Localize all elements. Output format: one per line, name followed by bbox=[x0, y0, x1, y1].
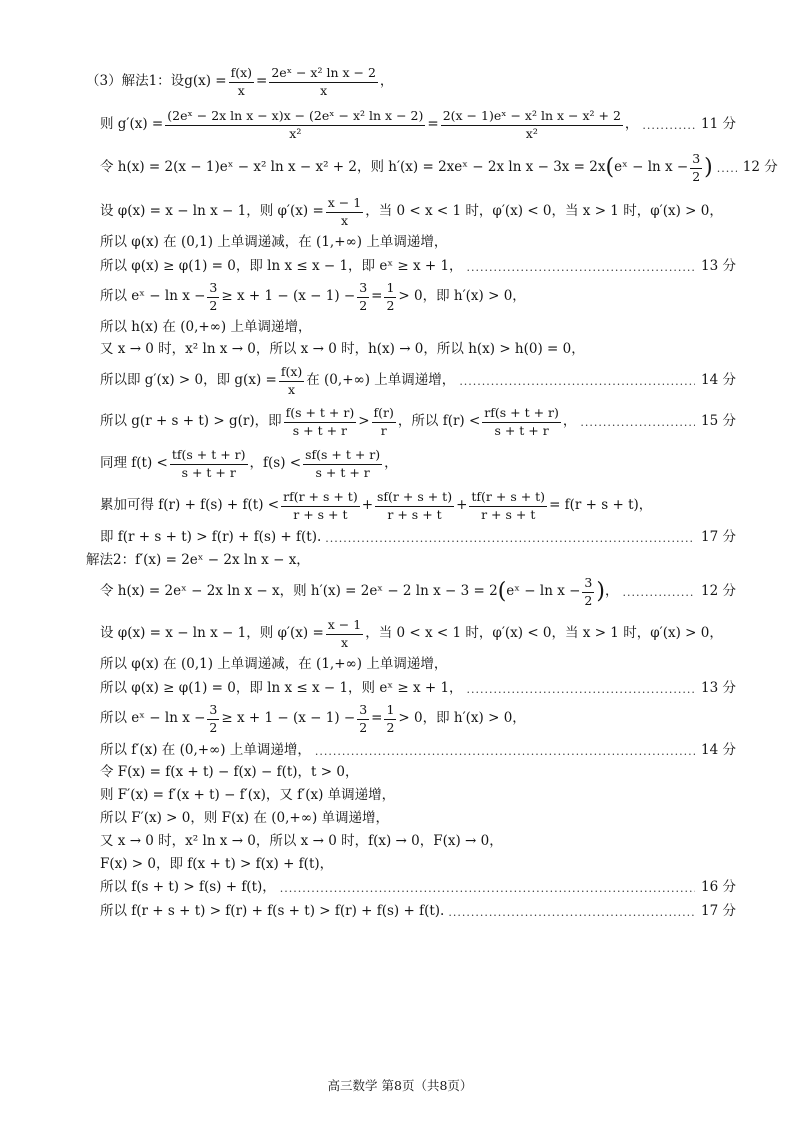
fraction: $\frac{f(s + t + r)}{s + t + r}$ bbox=[285, 405, 355, 438]
equation-text: > 0，即 h′(x) > 0， bbox=[398, 710, 526, 727]
line-text: 设 φ(x) = x − ln x − 1，则 φ′(x) = bbox=[100, 203, 324, 220]
equation-text: eˣ − ln x − bbox=[506, 583, 581, 600]
equation-text: > 0，即 h′(x) > 0， bbox=[398, 288, 526, 305]
dotted-leader bbox=[467, 684, 695, 695]
line-text: 令 h(x) = 2eˣ − 2x ln x − x，则 h′(x) = 2eˣ − 2 ln x − 3 = 2 bbox=[100, 583, 498, 600]
solution-line-l11 bbox=[100, 402, 736, 442]
score-label: 14 分 bbox=[701, 372, 736, 389]
solution-line-l02 bbox=[100, 104, 736, 146]
solution-line-l19 bbox=[100, 679, 736, 699]
fraction: $\frac{\text{(2eˣ − 2x ln x − x)x − (2eˣ − x² ln x − 2)}}{\text{x²}}$ bbox=[167, 108, 424, 141]
solution-line-l22 bbox=[100, 763, 736, 783]
line-text: 所以 eˣ − ln x − bbox=[100, 288, 206, 305]
equation-text: 在 (0,+∞) 上单调递增， bbox=[306, 372, 456, 389]
solution-line-l12 bbox=[100, 444, 736, 484]
dotted-leader bbox=[717, 163, 737, 174]
solution-line-l03 bbox=[100, 148, 778, 188]
solution-line-l08 bbox=[100, 318, 736, 338]
solution-line-l04 bbox=[100, 194, 736, 230]
dotted-leader bbox=[580, 417, 695, 428]
fraction: $\frac{f(r)}{r}$ bbox=[373, 405, 394, 438]
dotted-leader bbox=[467, 262, 695, 273]
fraction: $\frac{3}{2}$ bbox=[359, 280, 368, 313]
equation-text: = bbox=[256, 73, 268, 90]
solution-line-l23 bbox=[100, 786, 736, 806]
line-text: 累加可得 f(r) + f(s) + f(t) < bbox=[100, 497, 280, 514]
solution-line-l14 bbox=[100, 528, 736, 548]
fraction: $\frac{rf(s + t + r)}{s + t + r}$ bbox=[484, 405, 559, 438]
dotted-leader bbox=[459, 376, 695, 387]
equation-text: = bbox=[371, 710, 383, 727]
line-text: 所以 φ(x) ≥ φ(1) = 0，即 ln x ≤ x − 1，则 eˣ ≥ x + 1， bbox=[100, 680, 463, 697]
line-text: 同理 f(t) < bbox=[100, 455, 168, 472]
line-text: 又 x → 0 时，x² ln x → 0，所以 x → 0 时，h(x) → 0，所以 h(x) > h(0) = 0， bbox=[100, 341, 585, 358]
equation-text: ，当 0 < x < 1 时，φ′(x) < 0，当 x > 1 时，φ′(x) > 0， bbox=[365, 625, 723, 642]
equation-text: ≥ x + 1 − (x − 1) − bbox=[221, 710, 356, 727]
solution-line-l26 bbox=[100, 855, 736, 875]
equation-text: + bbox=[361, 497, 374, 514]
score-label: 14 分 bbox=[701, 742, 736, 759]
equation-text: ， bbox=[384, 455, 398, 472]
fraction: $\frac{1}{2}$ bbox=[386, 702, 395, 735]
big-bracket: ) bbox=[704, 155, 713, 181]
score-label: 12 分 bbox=[742, 159, 778, 176]
equation-text: ， bbox=[604, 583, 619, 600]
fraction: $\frac{1}{2}$ bbox=[386, 280, 395, 313]
line-text: 所以 φ(x) 在 (0,1) 上单调递减，在 (1,+∞) 上单调递增， bbox=[100, 656, 448, 673]
equation-text: ，f(s) < bbox=[249, 455, 302, 472]
score-label: 17 分 bbox=[701, 903, 736, 920]
line-text: 解法2：f′(x) = 2eˣ − 2x ln x − x， bbox=[86, 552, 310, 569]
solution-line-l09 bbox=[100, 340, 736, 360]
fraction: $\frac{sf(r + s + t)}{r + s + t}$ bbox=[377, 489, 453, 522]
dotted-leader bbox=[642, 120, 695, 131]
solution-line-l16 bbox=[100, 572, 736, 612]
equation-text: eˣ − ln x − bbox=[614, 159, 689, 176]
equation-text: = bbox=[427, 116, 439, 133]
big-bracket: ( bbox=[605, 155, 615, 181]
line-text: 所以 φ(x) 在 (0,1) 上单调递减，在 (1,+∞) 上单调递增， bbox=[100, 234, 448, 251]
solution-line-l20 bbox=[100, 700, 736, 738]
big-bracket: ) bbox=[596, 579, 605, 605]
solution-line-l17 bbox=[100, 616, 736, 652]
equation-text: = bbox=[371, 288, 383, 305]
fraction: $\frac{\text{2eˣ − x² ln x − 2}}{x}$ bbox=[271, 65, 376, 98]
equation-text: ≥ x + 1 − (x − 1) − bbox=[221, 288, 356, 305]
equation-text: ， bbox=[379, 73, 394, 90]
score-label: 12 分 bbox=[701, 583, 736, 600]
page-footer: 高三数学 第8页（共8页） bbox=[327, 1078, 473, 1093]
line-text: 所以 F′(x) > 0，则 F(x) 在 (0,+∞) 单调递增， bbox=[100, 810, 390, 827]
fraction: $\frac{3}{2}$ bbox=[584, 575, 593, 608]
score-label: 17 分 bbox=[701, 529, 736, 546]
score-label: 13 分 bbox=[701, 680, 736, 697]
score-label: 13 分 bbox=[701, 258, 736, 275]
fraction: $\frac{tf(r + s + t)}{r + s + t}$ bbox=[471, 489, 546, 522]
score-label: 15 分 bbox=[701, 413, 736, 430]
solution-line-l18 bbox=[100, 655, 736, 675]
line-text: 所以 g(r + s + t) > g(r)，即 bbox=[100, 413, 282, 430]
line-text: 则 g′(x) = bbox=[100, 116, 164, 133]
fraction: $\frac{x - 1}{x}$ bbox=[327, 195, 362, 228]
solution-line-l15 bbox=[86, 551, 736, 571]
equation-text: ， bbox=[624, 116, 639, 133]
equation-text: + bbox=[456, 497, 468, 514]
equation-text: ， bbox=[562, 413, 577, 430]
line-text: 所以即 g′(x) > 0，即 g(x) = bbox=[100, 372, 277, 389]
dotted-leader bbox=[448, 907, 695, 918]
fraction: $\frac{f(x)}{x}$ bbox=[280, 364, 303, 397]
fraction: $\frac{x - 1}{x}$ bbox=[327, 617, 362, 650]
line-text: 所以 f′(x) 在 (0,+∞) 上单调递增， bbox=[100, 742, 311, 759]
fraction: $\frac{3}{2}$ bbox=[209, 702, 218, 735]
fraction: $\frac{3}{2}$ bbox=[359, 702, 368, 735]
line-text: 又 x → 0 时，x² ln x → 0，所以 x → 0 时，f(x) → 0，F(x) → 0， bbox=[100, 833, 503, 850]
fraction: $\frac{f(x)}{x}$ bbox=[230, 65, 253, 98]
solution-line-l28 bbox=[100, 902, 736, 922]
dotted-leader bbox=[622, 587, 695, 598]
equation-text: ，当 0 < x < 1 时，φ′(x) < 0，当 x > 1 时，φ′(x) > 0， bbox=[365, 203, 723, 220]
solution-line-l10 bbox=[100, 361, 736, 401]
fraction: $\frac{rf(r + s + t)}{r + s + t}$ bbox=[283, 489, 358, 522]
fraction: $\frac{tf(s + t + r)}{s + t + r}$ bbox=[171, 447, 246, 480]
line-text: 则 F′(x) = f′(x + t) − f′(x)，又 f′(x) 单调递增， bbox=[100, 787, 396, 804]
big-bracket: ( bbox=[497, 579, 507, 605]
line-text: 设 φ(x) = x − ln x − 1，则 φ′(x) = bbox=[100, 625, 324, 642]
score-label: 16 分 bbox=[701, 879, 736, 896]
dotted-leader bbox=[325, 533, 695, 544]
line-text: 所以 φ(x) ≥ φ(1) = 0，即 ln x ≤ x − 1，即 eˣ ≥ x + 1， bbox=[100, 258, 463, 275]
fraction: $\frac{sf(s + t + r)}{s + t + r}$ bbox=[305, 447, 381, 480]
fraction: $\frac{3}{2}$ bbox=[692, 151, 701, 184]
equation-text: ，所以 f(r) < bbox=[397, 413, 481, 430]
equation-text: > bbox=[358, 413, 370, 430]
solution-line-l01 bbox=[86, 62, 736, 102]
line-text: 令 h(x) = 2(x − 1)eˣ − x² ln x − x² + 2，则 h′(x) = 2xeˣ − 2x ln x − 3x = 2x bbox=[100, 159, 606, 176]
solution-line-l25 bbox=[100, 832, 736, 852]
solution-line-l13 bbox=[100, 486, 736, 526]
dotted-leader bbox=[315, 746, 695, 757]
line-text: 令 F(x) = f(x + t) − f(x) − f(t)，t > 0， bbox=[100, 764, 359, 781]
line-text: F(x) > 0，即 f(x + t) > f(x) + f(t)， bbox=[100, 856, 334, 873]
fraction: $\frac{\text{2(x − 1)eˣ − x² ln x − x² + 2}}{\text{x²}}$ bbox=[442, 108, 621, 141]
line-text: （3）解法1：设 bbox=[86, 73, 185, 90]
dotted-leader bbox=[280, 883, 695, 894]
line-text: 所以 eˣ − ln x − bbox=[100, 710, 206, 727]
solution-line-l07 bbox=[100, 278, 736, 316]
solution-line-l05 bbox=[100, 233, 736, 253]
line-text: 所以 h(x) 在 (0,+∞) 上单调递增， bbox=[100, 319, 312, 336]
solution-line-l21 bbox=[100, 741, 736, 761]
solution-line-l24 bbox=[100, 809, 736, 829]
fraction: $\frac{3}{2}$ bbox=[209, 280, 218, 313]
line-text: 即 f(r + s + t) > f(r) + f(s) + f(t). bbox=[100, 529, 322, 546]
solution-line-l27 bbox=[100, 878, 736, 898]
equation-text: g(x) = bbox=[184, 73, 227, 90]
line-text: 所以 f(s + t) > f(s) + f(t)， bbox=[100, 879, 276, 896]
line-text: 所以 f(r + s + t) > f(r) + f(s + t) > f(r) + f(s) + f(t). bbox=[100, 903, 445, 920]
solution-line-l06 bbox=[100, 257, 736, 277]
equation-text: = f(r + s + t)， bbox=[549, 497, 653, 514]
score-label: 11 分 bbox=[701, 116, 736, 133]
